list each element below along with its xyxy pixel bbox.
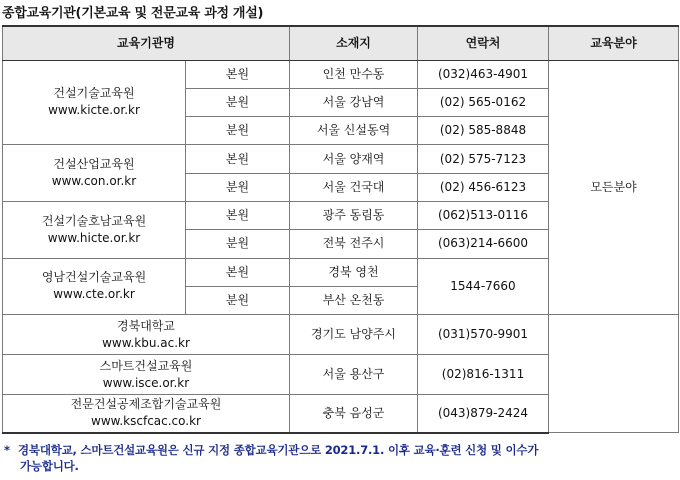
institution-url: www.hicte.or.kr (47, 230, 141, 245)
table-row (3, 60, 679, 88)
branch-location: 서울 양재역 (290, 145, 418, 173)
table-row (3, 315, 679, 355)
branch-location: 서울 강남역 (290, 88, 418, 116)
institution-cell (3, 145, 186, 202)
institution-url: www.isce.or.kr (102, 375, 190, 390)
branch-location: 부산 온천동 (290, 286, 418, 314)
shared-phone: 1544-7660 (418, 258, 549, 315)
branch-location: 경북 영천 (290, 258, 418, 286)
institution-url: www.cte.or.kr (53, 287, 135, 302)
branch-type: 본원 (186, 258, 290, 286)
branch-type: 분원 (186, 286, 290, 314)
field-cell-lower (549, 315, 679, 433)
institution-url: www.kicte.or.kr (48, 103, 140, 118)
institution-name: 건설산업교육원 (53, 157, 135, 172)
branch-location: 광주 동림동 (290, 201, 418, 229)
header-contact: 연락처 (418, 26, 549, 60)
education-institution-table (2, 25, 679, 434)
institution-cell (3, 395, 290, 433)
branch-type: 분원 (186, 173, 290, 201)
institution-url: www.kbu.ac.kr (102, 335, 190, 350)
branch-type: 본원 (186, 145, 290, 173)
table-header-row (3, 26, 679, 60)
institution-phone: (02)816-1311 (418, 355, 549, 395)
header-location: 소재지 (290, 26, 418, 60)
institution-name: 경북대학교 (117, 318, 175, 333)
branch-location: 전북 전주시 (290, 230, 418, 258)
institution-cell (3, 60, 186, 145)
footnote-line2: 가능합니다. (20, 459, 79, 473)
institution-name: 전문건설공제조합기술교육원 (70, 397, 222, 412)
branch-type: 분원 (186, 230, 290, 258)
institution-location: 서울 용산구 (290, 355, 418, 395)
branch-phone: (063)214-6600 (418, 230, 549, 258)
institution-phone: (043)879-2424 (418, 395, 549, 433)
footnote-line1: 경북대학교, 스마트건설교육원은 신규 지정 종합교육기관으로 2021.7.1. 이후 교육·훈련 신청 및 이수가 (18, 443, 539, 457)
institution-url: www.con.or.kr (51, 174, 137, 189)
institution-name: 영남건설기술교육원 (41, 270, 147, 285)
institution-name: 건설기술교육원 (53, 86, 135, 101)
institution-cell (3, 315, 290, 355)
footnote-star: * (4, 443, 10, 457)
branch-type: 본원 (186, 60, 290, 88)
branch-type: 본원 (186, 201, 290, 229)
institution-url: www.kscfcac.co.kr (91, 414, 201, 429)
institution-cell (3, 355, 290, 395)
branch-phone: (062)513-0116 (418, 201, 549, 229)
branch-type: 분원 (186, 88, 290, 116)
branch-phone: (032)463-4901 (418, 60, 549, 88)
branch-phone: (02) 456-6123 (418, 173, 549, 201)
institution-cell (3, 201, 186, 258)
field-cell: 모든분야 (549, 60, 679, 315)
branch-location: 서울 건국대 (290, 173, 418, 201)
branch-phone: (02) 585-8848 (418, 117, 549, 145)
institution-location: 충북 음성군 (290, 395, 418, 433)
branch-phone: (02) 565-0162 (418, 88, 549, 116)
header-institution: 교육기관명 (3, 26, 290, 60)
header-field: 교육분야 (549, 26, 679, 60)
institution-name: 스마트건설교육원 (99, 358, 193, 373)
institution-phone: (031)570-9901 (418, 315, 549, 355)
institution-location: 경기도 남양주시 (290, 315, 418, 355)
branch-type: 분원 (186, 117, 290, 145)
institution-cell (3, 258, 186, 315)
branch-phone: (02) 575-7123 (418, 145, 549, 173)
page-title: 종합교육기관(기본교육 및 전문교육 과정 개설) (2, 6, 264, 21)
branch-location: 인천 만수동 (290, 60, 418, 88)
footnote (4, 442, 676, 474)
branch-location: 서울 신설동역 (290, 117, 418, 145)
institution-name: 건설기술호남교육원 (41, 213, 147, 228)
